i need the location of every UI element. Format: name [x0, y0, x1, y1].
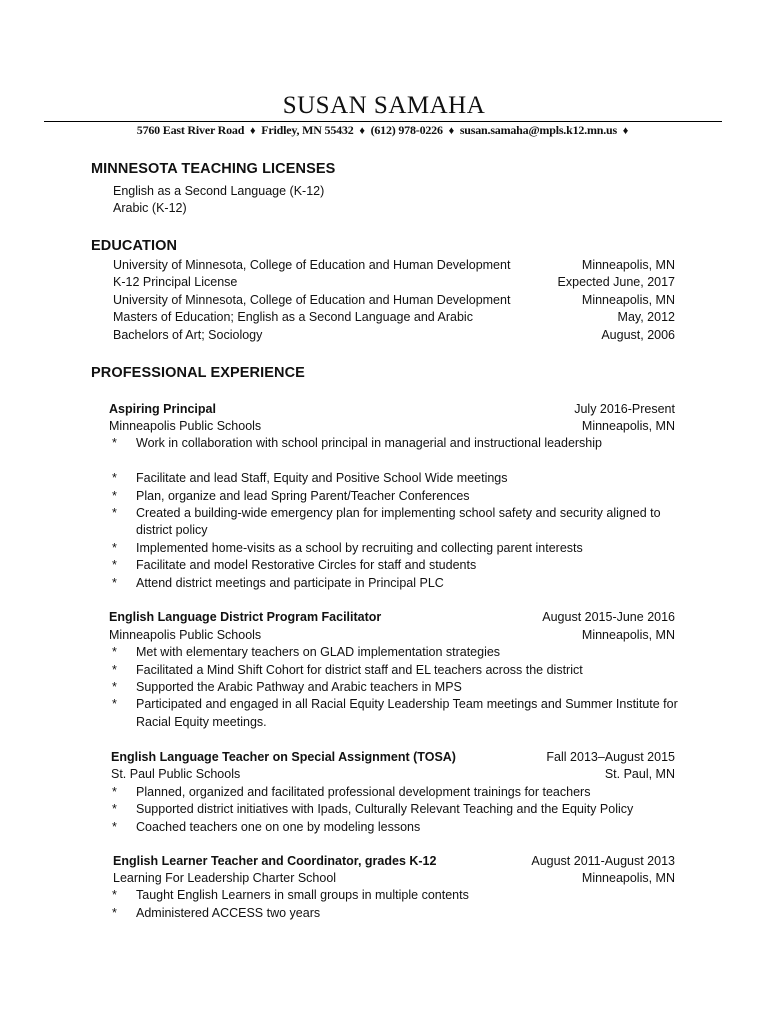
job-org: Minneapolis Public Schools — [109, 628, 262, 642]
education-left: University of Minnesota, College of Education and Human Development — [113, 293, 511, 307]
asterisk-icon: * — [112, 506, 117, 520]
job-dates: August 2015-June 2016 — [542, 610, 675, 624]
resume-name: SUSAN SAMAHA — [282, 92, 486, 119]
phone: (612) 978-0226 — [370, 123, 443, 137]
job-location: St. Paul, MN — [604, 767, 675, 781]
education-right: Expected June, 2017 — [557, 275, 675, 289]
job-dates: Fall 2013–August 2015 — [546, 750, 675, 764]
job-title: English Language Teacher on Special Assignment (TOSA) — [111, 750, 456, 764]
education-left: University of Minnesota, College of Education and Human Development — [113, 258, 511, 272]
job-title: English Learner Teacher and Coordinator, grades K-12 — [113, 854, 437, 868]
diamond-icon: ♦ — [448, 125, 455, 137]
asterisk-icon: * — [112, 489, 117, 503]
job-dates: August 2011-August 2013 — [531, 854, 675, 868]
education-right: August, 2006 — [601, 328, 675, 342]
list-item-continuation: district policy — [136, 523, 208, 537]
job-dates: July 2016-Present — [574, 402, 675, 416]
city: Fridley, MN 55432 — [261, 123, 354, 137]
education-right: May, 2012 — [617, 310, 675, 324]
asterisk-icon: * — [112, 697, 117, 711]
license-item: English as a Second Language (K-12) — [113, 184, 325, 198]
job-title: English Language District Program Facilitator — [109, 610, 382, 624]
education-right: Minneapolis, MN — [581, 293, 675, 307]
education-left: K-12 Principal License — [113, 275, 238, 289]
diamond-icon: ♦ — [250, 125, 256, 137]
asterisk-icon: * — [112, 541, 117, 555]
job-location: Minneapolis, MN — [581, 628, 675, 642]
education-left: Masters of Education; English as a Second Language and Arabic — [113, 310, 473, 324]
asterisk-icon: * — [112, 558, 117, 572]
section-heading-education: EDUCATION — [91, 238, 178, 254]
job-location: Minneapolis, MN — [581, 871, 675, 885]
asterisk-icon: * — [112, 785, 117, 799]
education-left: Bachelors of Art; Sociology — [113, 328, 263, 342]
asterisk-icon: * — [112, 680, 117, 694]
asterisk-icon: * — [112, 436, 117, 450]
job-org: St. Paul Public Schools — [111, 767, 241, 781]
section-heading-experience: PROFESSIONAL EXPERIENCE — [91, 365, 305, 381]
asterisk-icon: * — [112, 471, 117, 485]
job-org: Learning For Leadership Charter School — [113, 871, 337, 885]
list-item-continuation: Racial Equity meetings. — [136, 715, 267, 729]
asterisk-icon: * — [112, 645, 117, 659]
contact-line — [0, 123, 768, 138]
asterisk-icon: * — [112, 663, 117, 677]
diamond-icon: ♦ — [359, 125, 365, 137]
license-item: Arabic (K-12) — [113, 201, 187, 215]
address: 5760 East River Road — [136, 123, 245, 137]
section-heading-licenses: MINNESOTA TEACHING LICENSES — [91, 161, 336, 177]
header-rule — [44, 121, 722, 122]
asterisk-icon: * — [112, 802, 117, 816]
asterisk-icon: * — [112, 576, 117, 590]
asterisk-icon: * — [112, 888, 117, 902]
asterisk-icon: * — [112, 820, 117, 834]
education-right: Minneapolis, MN — [581, 258, 675, 272]
job-location: Minneapolis, MN — [581, 419, 675, 433]
email: susan.samaha@mpls.k12.mn.us — [459, 123, 617, 137]
job-title: Aspiring Principal — [109, 402, 216, 416]
diamond-icon: ♦ — [622, 125, 629, 137]
job-org: Minneapolis Public Schools — [109, 419, 262, 433]
asterisk-icon: * — [112, 906, 117, 920]
